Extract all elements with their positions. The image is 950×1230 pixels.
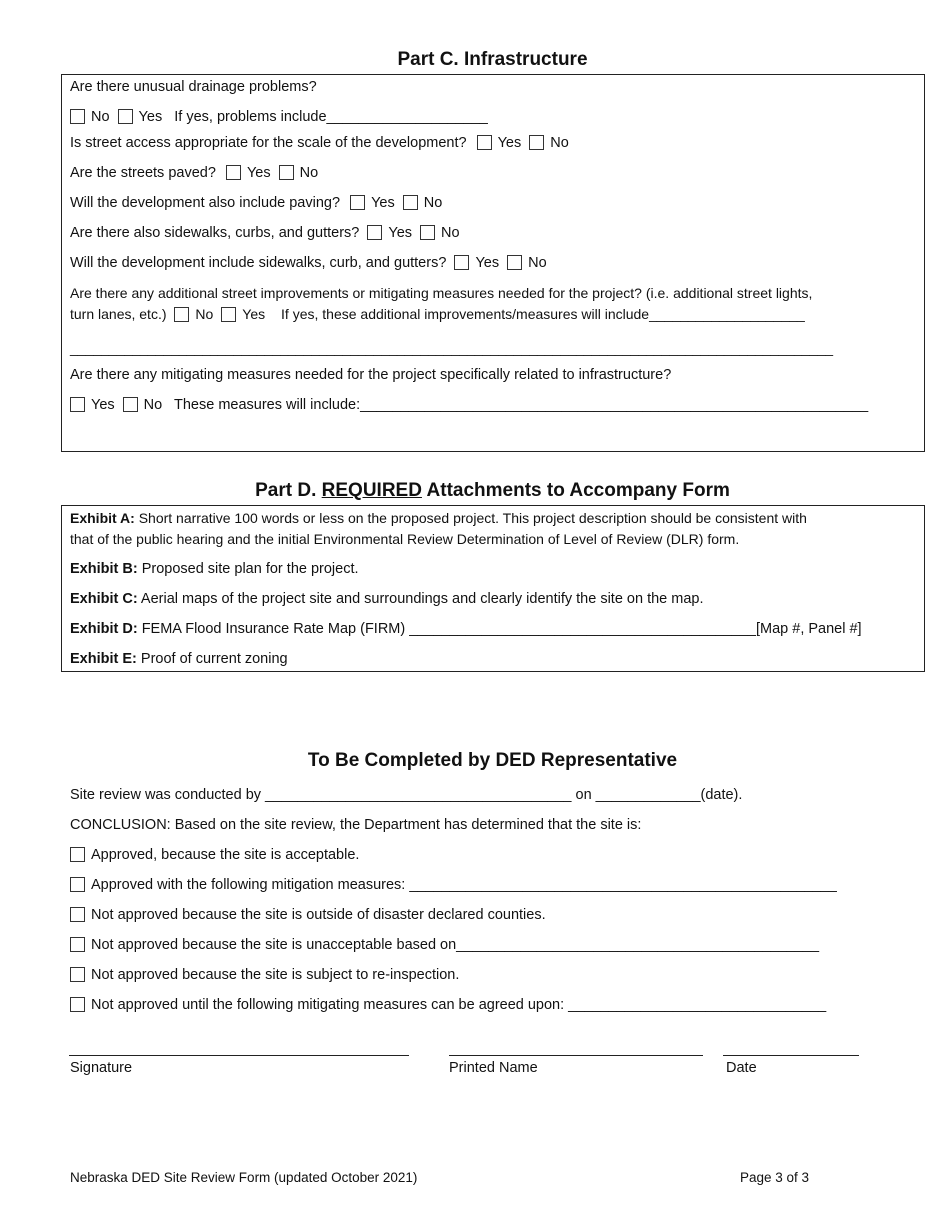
date-label: Date bbox=[726, 1060, 757, 1076]
street-improvements-no-checkbox[interactable] bbox=[174, 307, 189, 322]
exhibit-b bbox=[70, 558, 359, 580]
q-mitigating bbox=[70, 364, 671, 386]
q-street-improvements-text-2: turn lanes, etc.) bbox=[70, 306, 167, 322]
part-d-title-prefix: Part D. bbox=[255, 480, 317, 501]
exhibit-a-text-1: Short narrative 100 words or less on the proposed project. This project description should be consistent with bbox=[138, 510, 807, 526]
exhibit-c-text: Aerial maps of the project site and surroundings and clearly identify the site on the map. bbox=[140, 591, 704, 607]
exhibit-a-label: Exhibit A: bbox=[70, 510, 135, 526]
option-until-mitigating bbox=[70, 994, 826, 1016]
q-paving-text: Will the development also include paving? bbox=[70, 195, 341, 211]
drainage-no-checkbox[interactable] bbox=[70, 109, 85, 124]
option-approved-mitigation-checkbox[interactable] bbox=[70, 877, 85, 892]
exhibit-e-text: Proof of current zoning bbox=[140, 651, 288, 667]
paved-no-label: No bbox=[299, 165, 319, 181]
sidewalks-exist-no-label: No bbox=[441, 225, 460, 241]
paving-yes-checkbox[interactable] bbox=[350, 195, 365, 210]
exhibit-a-text-2: that of the public hearing and the initial Environmental Review Determination of Level of Review (DLR) form. bbox=[70, 531, 740, 547]
conclusion-line: CONCLUSION: Based on the site review, the Department has determined that the site is: bbox=[70, 817, 642, 833]
date-line[interactable] bbox=[723, 1055, 859, 1056]
exhibit-c bbox=[70, 588, 704, 610]
drainage-yes-checkbox[interactable] bbox=[118, 109, 133, 124]
footer-page-number: Page 3 of 3 bbox=[740, 1170, 810, 1185]
mitigating-yes-label: Yes bbox=[91, 397, 115, 413]
printed-name-line[interactable] bbox=[449, 1055, 703, 1056]
sidewalks-include-no-checkbox[interactable] bbox=[507, 255, 522, 270]
option-approved-mitigation-label: Approved with the following mitigation measures: _____________________________________________________ bbox=[91, 877, 837, 893]
q-sidewalks-exist-text: Are there also sidewalks, curbs, and gutters? bbox=[70, 225, 360, 241]
street-access-yes-label: Yes bbox=[497, 135, 522, 151]
street-access-yes-checkbox[interactable] bbox=[477, 135, 492, 150]
option-until-mitigating-checkbox[interactable] bbox=[70, 997, 85, 1012]
q-drainage-text: Are there unusual drainage problems? bbox=[70, 79, 317, 95]
drainage-no-label: No bbox=[91, 109, 110, 125]
q-sidewalks-exist bbox=[70, 222, 468, 244]
exhibit-e bbox=[70, 648, 288, 670]
part-d-title-suffix: Attachments to Accompany Form bbox=[426, 480, 730, 501]
sidewalks-exist-yes-checkbox[interactable] bbox=[367, 225, 382, 240]
exhibit-b-text: Proposed site plan for the project. bbox=[141, 561, 359, 577]
q-street-improvements-line1 bbox=[70, 282, 812, 304]
mitigating-options bbox=[70, 394, 868, 416]
q-paved-text: Are the streets paved? bbox=[70, 165, 216, 181]
site-review-line[interactable]: Site review was conducted by ______________________________________ on _____________(date). bbox=[70, 787, 743, 803]
part-c-title: Part C. Infrastructure bbox=[397, 49, 588, 70]
q-street-improvements-text-1: Are there any additional street improvements or mitigating measures needed for the project? (i.e. additional street lights, bbox=[70, 285, 813, 301]
drainage-followup: If yes, problems include____________________ bbox=[174, 109, 488, 125]
street-access-no-label: No bbox=[550, 135, 569, 151]
street-access-no-checkbox[interactable] bbox=[529, 135, 544, 150]
option-approved-label: Approved, because the site is acceptable. bbox=[91, 847, 360, 863]
part-d-title-required: REQUIRED bbox=[321, 480, 422, 501]
signature-label: Signature bbox=[70, 1060, 133, 1076]
drainage-options bbox=[70, 106, 488, 128]
mitigating-yes-checkbox[interactable] bbox=[70, 397, 85, 412]
exhibit-c-label: Exhibit C: bbox=[70, 591, 138, 607]
paved-yes-checkbox[interactable] bbox=[226, 165, 241, 180]
q-street-improvements-line2 bbox=[70, 303, 805, 325]
sidewalks-include-no-label: No bbox=[528, 255, 547, 271]
option-reinspection-label: Not approved because the site is subject to re-inspection. bbox=[91, 967, 460, 983]
sidewalks-exist-no-checkbox[interactable] bbox=[420, 225, 435, 240]
q-paving bbox=[70, 192, 450, 214]
option-outside-counties-label: Not approved because the site is outside of disaster declared counties. bbox=[91, 907, 546, 923]
street-improvements-blank-line[interactable]: __________________________________________________________________________________________________ bbox=[70, 340, 834, 356]
paving-no-label: No bbox=[423, 195, 443, 211]
paving-yes-label: Yes bbox=[371, 195, 395, 211]
paved-yes-label: Yes bbox=[246, 165, 271, 181]
exhibit-b-label: Exhibit B: bbox=[70, 561, 138, 577]
part-d-title bbox=[0, 480, 950, 502]
option-unacceptable bbox=[70, 934, 819, 956]
street-improvements-followup: If yes, these additional improvements/measures will include____________________ bbox=[281, 306, 805, 322]
exhibit-a-line2 bbox=[70, 528, 739, 550]
q-street-access-text: Is street access appropriate for the scale of the development? bbox=[70, 135, 467, 151]
option-outside-counties-checkbox[interactable] bbox=[70, 907, 85, 922]
street-improvements-yes-label: Yes bbox=[242, 306, 266, 322]
ded-title: To Be Completed by DED Representative bbox=[307, 750, 678, 771]
sidewalks-include-yes-label: Yes bbox=[475, 255, 500, 271]
option-approved-mitigation bbox=[70, 874, 837, 896]
sidewalks-include-yes-checkbox[interactable] bbox=[454, 255, 469, 270]
exhibit-a-line1 bbox=[70, 507, 807, 529]
option-until-mitigating-label: Not approved until the following mitigating measures can be agreed upon: ________________________________ bbox=[91, 997, 827, 1013]
footer-form-name: Nebraska DED Site Review Form (updated October 2021) bbox=[70, 1170, 418, 1185]
mitigating-no-checkbox[interactable] bbox=[123, 397, 138, 412]
option-reinspection bbox=[70, 964, 459, 986]
exhibit-d-label: Exhibit D: bbox=[70, 621, 138, 637]
exhibit-e-label: Exhibit E: bbox=[70, 651, 137, 667]
q-sidewalks-include bbox=[70, 252, 555, 274]
q-drainage bbox=[70, 76, 317, 98]
q-mitigating-text: Are there any mitigating measures needed for the project specifically related to infrastructure? bbox=[70, 367, 672, 383]
mitigating-no-label: No bbox=[143, 397, 163, 413]
option-approved-checkbox[interactable] bbox=[70, 847, 85, 862]
mitigating-followup: These measures will include:_______________________________________________________________ bbox=[173, 397, 869, 413]
option-unacceptable-label: Not approved because the site is unacceptable based on_____________________________________________ bbox=[91, 937, 820, 953]
street-improvements-yes-checkbox[interactable] bbox=[221, 307, 236, 322]
option-approved bbox=[70, 844, 359, 866]
sidewalks-exist-yes-label: Yes bbox=[388, 225, 413, 241]
exhibit-d-text: FEMA Flood Insurance Rate Map (FIRM) ___________________________________________[Map #, Panel #] bbox=[141, 621, 862, 637]
signature-line[interactable] bbox=[69, 1055, 409, 1056]
q-paved bbox=[70, 162, 326, 184]
option-unacceptable-checkbox[interactable] bbox=[70, 937, 85, 952]
paving-no-checkbox[interactable] bbox=[403, 195, 418, 210]
option-outside-counties bbox=[70, 904, 546, 926]
drainage-yes-label: Yes bbox=[138, 109, 163, 125]
option-reinspection-checkbox[interactable] bbox=[70, 967, 85, 982]
paved-no-checkbox[interactable] bbox=[279, 165, 294, 180]
exhibit-d bbox=[70, 618, 862, 640]
q-sidewalks-include-text: Will the development include sidewalks, curb, and gutters? bbox=[70, 255, 447, 271]
q-street-access bbox=[70, 132, 577, 154]
printed-name-label: Printed Name bbox=[449, 1060, 538, 1076]
street-improvements-no-label: No bbox=[195, 306, 214, 322]
